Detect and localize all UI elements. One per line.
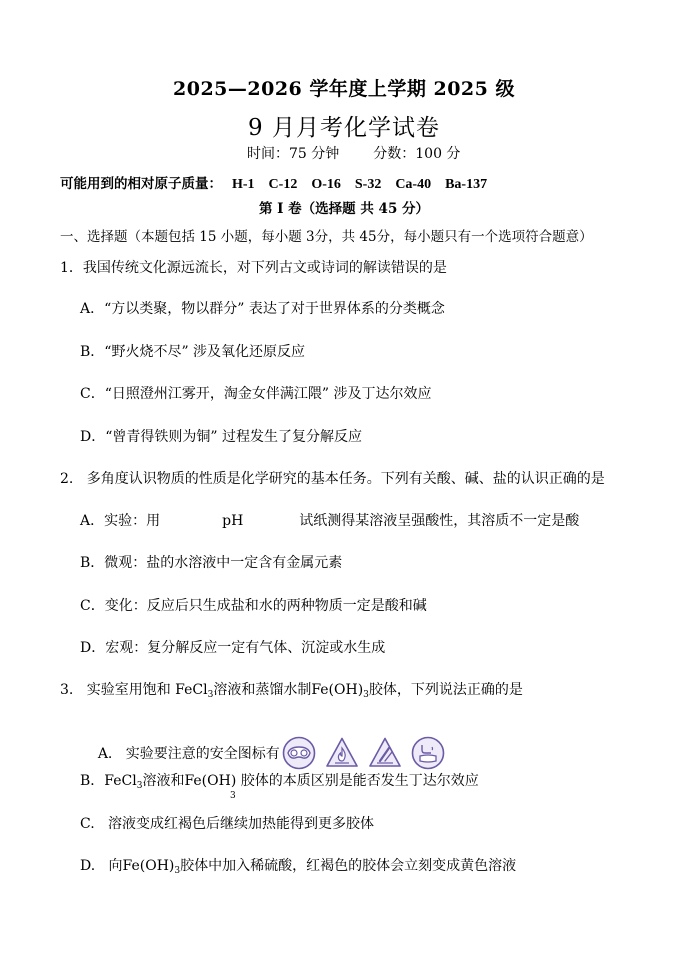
question-1-option-d: D．“曾青得铁则为铜” 过程发生了复分解反应 xyxy=(80,429,362,445)
q3-stem-part2: 溶液和蒸馏水制Fe(OH) xyxy=(213,682,364,698)
question-3-option-c: C. 溶液变成红褐色后继续加热能得到更多胶体 xyxy=(80,816,375,832)
q3-option-b-subscript: 3 xyxy=(136,781,143,791)
q3-subscript-1: 3 xyxy=(207,690,214,700)
question-1-option-b: B．“野火烧不尽” 涉及氧化还原反应 xyxy=(80,344,306,360)
option-a-text-2: 试纸测得某溶液呈强酸性，其溶质不一定是酸 xyxy=(299,513,580,529)
option-a-text-1: A．实验：用 xyxy=(80,513,161,529)
q3-option-b-text-2: 溶液和Fe(OH) 胶体的本质区别是能否发生丁达尔效应 xyxy=(142,773,479,789)
question-3-stem xyxy=(60,679,523,700)
section-instructions: 一、选择题（本题包括 15 小题，每小题 3分，共 45分，每小题只有一个选项符合题意） xyxy=(60,229,593,245)
atomic-mass-label: 可能用到的相对原子质量： xyxy=(60,176,222,192)
q3-stem-part3: 胶体，下列说法正确的是 xyxy=(368,682,523,698)
question-2-option-c: C．变化：反应后只生成盐和水的两种物质一定是酸和碱 xyxy=(80,598,427,614)
question-1-option-a: A．“方以类聚，物以群分” 表达了对于世界体系的分类概念 xyxy=(80,301,445,317)
q3-option-b-text-1: B．FeCl xyxy=(80,773,137,789)
score-label: 分数：100 分 xyxy=(373,146,461,162)
q3-option-d-text-1: D. 向Fe(OH) xyxy=(80,858,175,874)
time-score-line xyxy=(247,143,460,163)
q3-subscript-2: 3 xyxy=(363,690,369,700)
q3-option-d-text-2: 胶体中加入稀硫酸，红褐色的胶体会立刻变成黄色溶液 xyxy=(180,858,517,874)
question-2-option-a xyxy=(80,510,579,530)
safety-icons xyxy=(282,736,445,770)
section-title: 第 I 卷（选择题 共 45 分） xyxy=(258,201,430,217)
atomic-mass-values: H-1 C-12 O-16 S-32 Ca-40 Ba-137 xyxy=(232,177,488,192)
question-3-option-b xyxy=(80,770,479,791)
question-2-stem: 2. 多角度认识物质的性质是化学研究的基本任务。下列有关酸、碱、盐的认识正确的是 xyxy=(60,471,605,487)
goggles-icon xyxy=(282,736,316,770)
atomic-mass-line xyxy=(60,172,487,193)
question-1-stem: 1．我国传统文化源远流长，对下列古文或诗词的解读错误的是 xyxy=(60,260,447,276)
q3-option-a-text: A. 实验要注意的安全图标有 xyxy=(97,746,280,762)
question-2-option-b: B．微观：盐的水溶液中一定含有金属元素 xyxy=(80,555,343,571)
q3-option-b-stray-subscript: 3 xyxy=(230,791,236,801)
ph-text: pH xyxy=(222,513,244,529)
question-1-option-c: C．“日照澄州江雾开，淘金女伴满江隈” 涉及丁达尔效应 xyxy=(80,386,432,402)
q3-stem-part1: 3. 实验室用饱和 FeCl xyxy=(60,682,208,698)
flame-icon xyxy=(325,736,359,770)
time-label: 时间：75 分钟 xyxy=(247,146,340,162)
hand-wash-icon xyxy=(411,736,445,770)
q3-option-d-subscript: 3 xyxy=(174,866,181,876)
hot-surface-icon xyxy=(368,736,402,770)
exam-title-line2: 9 月月考化学试卷 xyxy=(248,115,440,141)
question-3-option-d xyxy=(80,855,516,876)
exam-title-line1: 2025—2026 学年度上学期 2025 级 xyxy=(173,78,515,100)
question-2-option-d: D．宏观：复分解反应一定有气体、沉淀或水生成 xyxy=(80,640,386,656)
